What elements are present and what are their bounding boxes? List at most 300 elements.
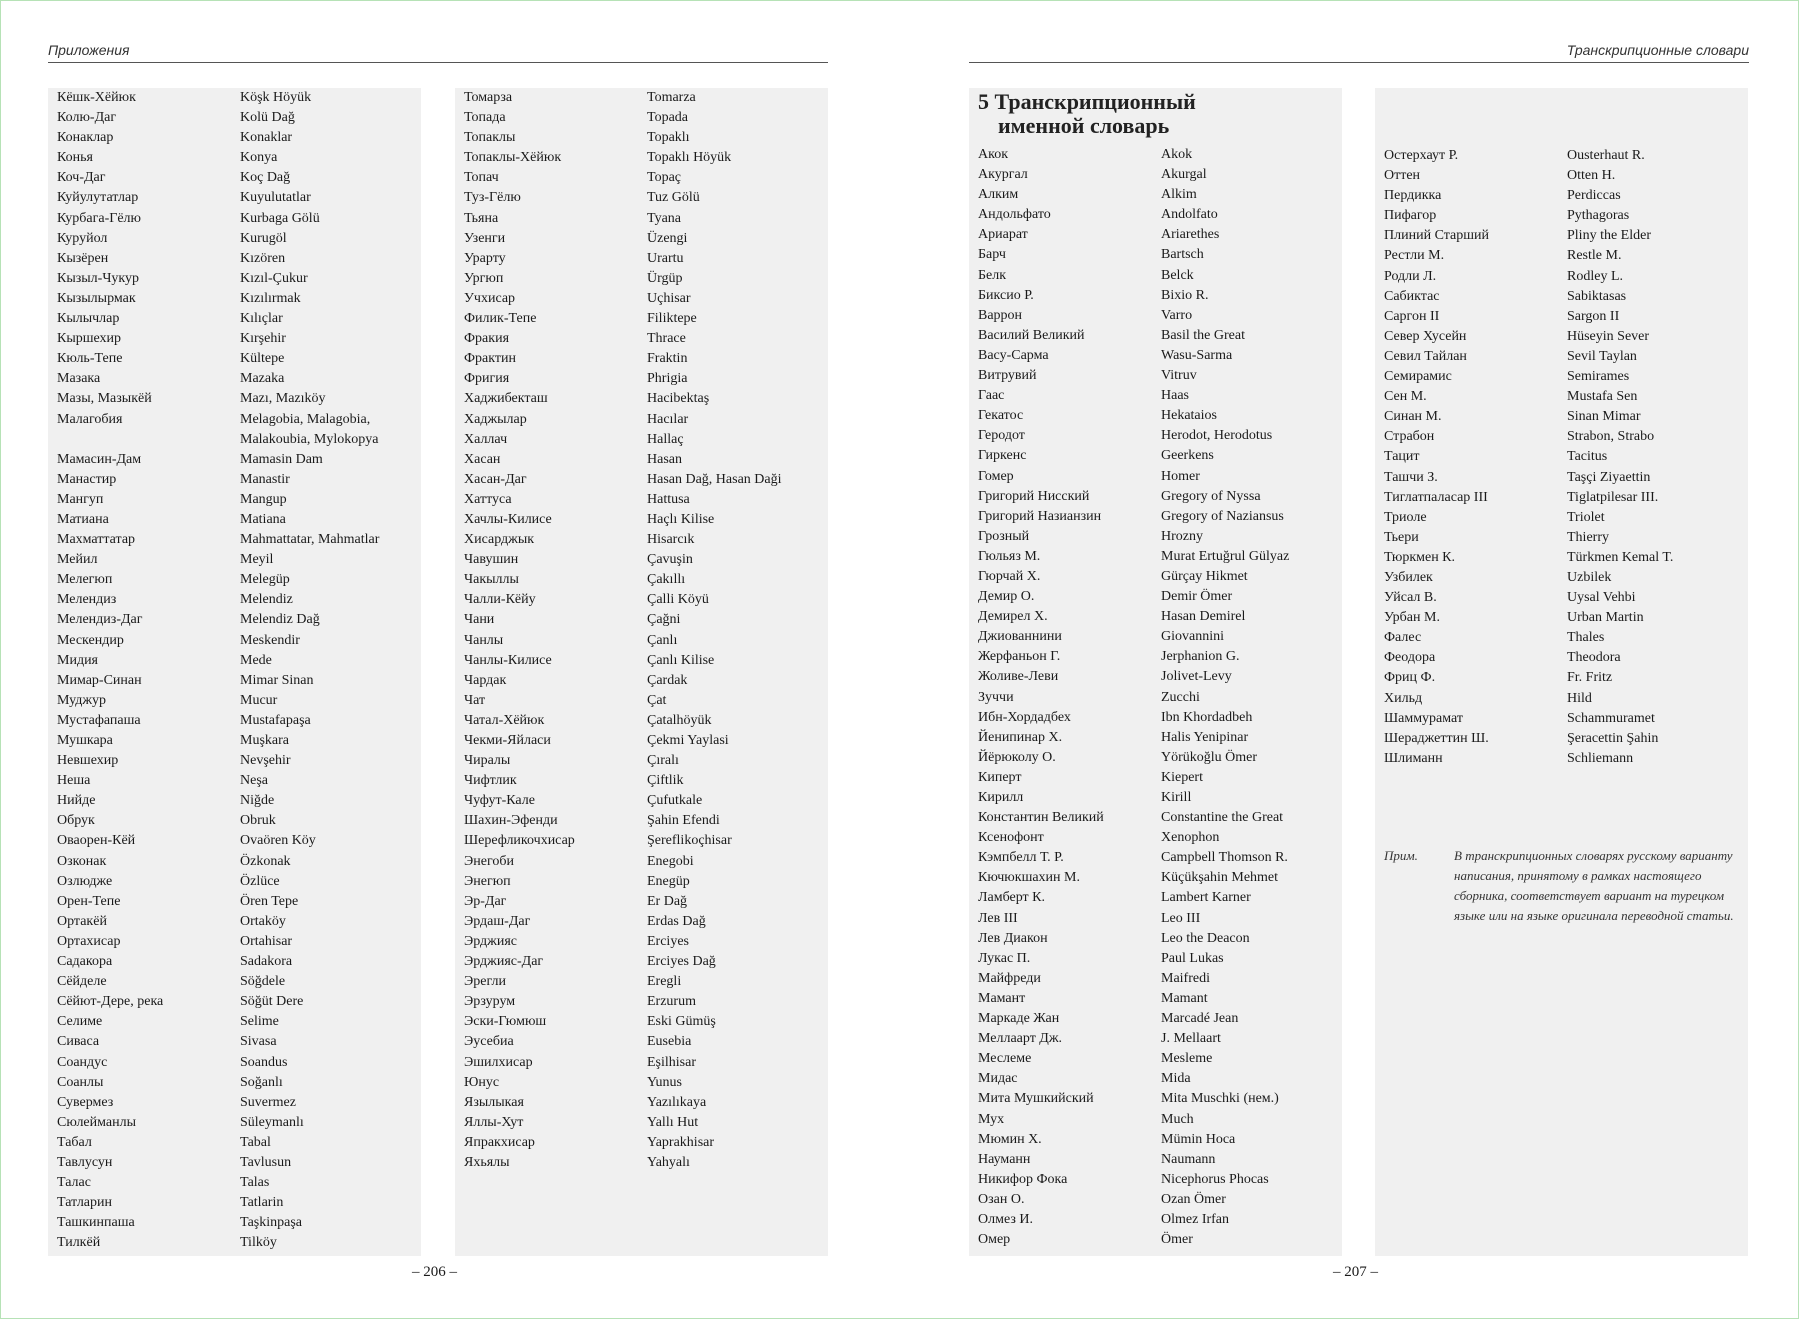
dictionary-entry bbox=[57, 1153, 421, 1173]
dictionary-entry bbox=[1384, 146, 1748, 166]
dictionary-entry bbox=[464, 1032, 828, 1052]
entry-russian: Джиованнини bbox=[978, 629, 1062, 645]
entry-russian: Синан М. bbox=[1384, 409, 1442, 425]
entry-list bbox=[1384, 146, 1748, 769]
entry-original: Erdas Dağ bbox=[647, 913, 706, 929]
entry-russian: Хильд bbox=[1384, 690, 1423, 706]
dictionary-entry bbox=[57, 952, 421, 972]
dictionary-entry bbox=[57, 932, 421, 952]
entry-russian: Витрувий bbox=[978, 368, 1037, 384]
entry-original: Perdiccas bbox=[1567, 188, 1621, 204]
entry-original: Ousterhaut R. bbox=[1567, 148, 1645, 163]
entry-russian: Севил Тайлан bbox=[1384, 348, 1467, 364]
entry-russian: Науманн bbox=[978, 1151, 1031, 1167]
entry-russian: Сюлейманлы bbox=[57, 1114, 137, 1130]
dictionary-entry bbox=[57, 811, 421, 831]
entry-original: Melendiz bbox=[240, 592, 293, 608]
entry-russian: Жоливе-Леви bbox=[978, 669, 1059, 685]
dictionary-entry bbox=[57, 1012, 421, 1032]
dictionary-entry bbox=[57, 1173, 421, 1193]
dictionary-entry bbox=[978, 406, 1342, 426]
dictionary-entry bbox=[57, 570, 421, 590]
dictionary-entry bbox=[464, 610, 828, 630]
entry-russian: Мушкара bbox=[57, 733, 113, 748]
entry-russian: Топаклы bbox=[464, 130, 516, 146]
dictionary-entry bbox=[978, 1130, 1342, 1150]
dictionary-entry bbox=[978, 487, 1342, 507]
header-rule bbox=[48, 62, 828, 63]
entry-russian: Сувермез bbox=[57, 1094, 114, 1110]
entry-original: Mesleme bbox=[1161, 1051, 1213, 1067]
entry-russian: Неша bbox=[57, 773, 91, 789]
dictionary-entry bbox=[57, 188, 421, 208]
dictionary-entry bbox=[464, 309, 828, 329]
entry-russian: Татларин bbox=[57, 1195, 113, 1211]
dictionary-entry bbox=[978, 848, 1342, 868]
entry-russian: Япракхисар bbox=[464, 1134, 535, 1150]
entry-original: Suvermez bbox=[240, 1094, 296, 1110]
entry-original: Yaprakhisar bbox=[647, 1134, 715, 1150]
dictionary-entry bbox=[57, 329, 421, 349]
dictionary-entry bbox=[978, 587, 1342, 607]
entry-russian: Омер bbox=[978, 1232, 1011, 1248]
dictionary-entry bbox=[978, 1190, 1342, 1210]
dictionary-entry bbox=[464, 168, 828, 188]
dictionary-column-4 bbox=[1375, 88, 1748, 1256]
entry-russian: Григорий Нисский bbox=[978, 488, 1090, 504]
entry-russian: Куйулутатлар bbox=[57, 190, 139, 206]
dictionary-entry bbox=[57, 88, 421, 108]
entry-original: Constantine the Great bbox=[1161, 810, 1284, 826]
entry-original: Topada bbox=[647, 110, 689, 126]
dictionary-entry bbox=[57, 831, 421, 851]
entry-russian: Кёшк-Хёйюк bbox=[57, 90, 136, 105]
entry-original: Ortaköy bbox=[240, 913, 286, 929]
entry-original: Özkonak bbox=[240, 853, 291, 869]
entry-original: Kurbaga Gölü bbox=[240, 210, 320, 226]
entry-original: Yahyalı bbox=[647, 1154, 690, 1170]
entry-russian: Хаттуса bbox=[464, 491, 512, 507]
entry-original: Manastir bbox=[240, 471, 290, 487]
entry-russian: Озан О. bbox=[978, 1191, 1025, 1207]
entry-russian: Табал bbox=[57, 1134, 92, 1150]
entry-original: Konya bbox=[240, 150, 278, 166]
dictionary-entry bbox=[464, 289, 828, 309]
entry-original: Çufutkale bbox=[647, 793, 703, 809]
entry-russian: Талас bbox=[57, 1175, 91, 1191]
entry-russian: Тиглатпаласар III bbox=[1384, 489, 1488, 505]
entry-original: Konaklar bbox=[240, 130, 293, 146]
entry-original: Schammuramet bbox=[1567, 710, 1655, 726]
dictionary-entry bbox=[57, 651, 421, 671]
entry-original: Süleymanlı bbox=[240, 1114, 304, 1130]
dictionary-entry bbox=[57, 470, 421, 490]
entry-russian: Тавлусун bbox=[57, 1154, 113, 1170]
dictionary-entry bbox=[1384, 206, 1748, 226]
entry-original: Hallaç bbox=[647, 431, 684, 447]
entry-russian: Акок bbox=[978, 147, 1009, 162]
dictionary-entry bbox=[464, 349, 828, 369]
entry-original: Strabon, Strabo bbox=[1567, 429, 1655, 445]
entry-russian: Ортакёй bbox=[57, 913, 107, 929]
dictionary-entry bbox=[978, 647, 1342, 667]
entry-original: Pliny the Elder bbox=[1567, 228, 1651, 244]
entry-original: Mümin Hoca bbox=[1161, 1131, 1236, 1147]
dictionary-entry bbox=[464, 872, 828, 892]
entry-russian: Лев Диакон bbox=[978, 930, 1048, 946]
dictionary-entry bbox=[978, 888, 1342, 908]
entry-original: Hrozny bbox=[1161, 528, 1203, 544]
dictionary-entry bbox=[978, 245, 1342, 265]
entry-original: Tabal bbox=[240, 1134, 271, 1150]
entry-russian: Ташчи З. bbox=[1384, 469, 1438, 485]
dictionary-entry bbox=[978, 1110, 1342, 1130]
entry-russian: Узенги bbox=[464, 230, 506, 246]
entry-original: Uysal Vehbi bbox=[1567, 590, 1636, 606]
entry-original: Mahmattatar, Mahmatlar bbox=[240, 532, 380, 548]
dictionary-entry bbox=[464, 892, 828, 912]
entry-original: Çağni bbox=[647, 612, 681, 628]
dictionary-entry bbox=[464, 249, 828, 269]
entry-russian: Обрук bbox=[57, 813, 95, 829]
dictionary-entry bbox=[1384, 186, 1748, 206]
entry-russian: Меслеме bbox=[978, 1051, 1032, 1067]
entry-original: Varro bbox=[1161, 307, 1193, 323]
entry-original: Melagobia, Malagobia, Malakoubia, Mylokopya bbox=[240, 411, 379, 447]
dictionary-entry bbox=[464, 972, 828, 992]
dictionary-entry bbox=[57, 1193, 421, 1213]
entry-original: Tyana bbox=[647, 210, 682, 226]
entry-russian: Геродот bbox=[978, 428, 1025, 444]
entry-russian: Страбон bbox=[1384, 429, 1435, 445]
entry-russian: Эрджияс-Даг bbox=[464, 954, 544, 970]
dictionary-entry bbox=[464, 831, 828, 851]
entry-russian: Эрегли bbox=[464, 974, 506, 990]
entry-original: Olmez Irfan bbox=[1161, 1211, 1230, 1227]
entry-russian: Урарту bbox=[464, 250, 506, 266]
entry-list bbox=[57, 88, 421, 1253]
entry-russian: Хисарджык bbox=[464, 532, 535, 548]
dictionary-entry bbox=[57, 309, 421, 329]
section-title bbox=[978, 88, 1342, 138]
entry-russian: Кызылырмак bbox=[57, 290, 136, 306]
entry-original: Mazaka bbox=[240, 371, 285, 387]
dictionary-entry bbox=[464, 188, 828, 208]
entry-russian: Муджур bbox=[57, 692, 107, 708]
entry-russian: Фракия bbox=[464, 331, 510, 347]
entry-russian: Йёрюколу О. bbox=[978, 749, 1056, 765]
entry-russian: Хаджибекташ bbox=[464, 391, 548, 407]
entry-original: Kızören bbox=[240, 250, 286, 266]
dictionary-entry bbox=[464, 590, 828, 610]
entry-russian: Мидас bbox=[978, 1071, 1018, 1087]
entry-original: Mamasin Dam bbox=[240, 451, 323, 467]
entry-original: Akok bbox=[1161, 147, 1193, 162]
entry-russian: Мидия bbox=[57, 652, 98, 668]
entry-original: Topaklı bbox=[647, 130, 690, 146]
dictionary-entry bbox=[464, 1053, 828, 1073]
dictionary-entry bbox=[464, 450, 828, 470]
entry-russian: Акургал bbox=[978, 167, 1028, 183]
dictionary-entry bbox=[1384, 749, 1748, 769]
entry-russian: Родли Л. bbox=[1384, 268, 1437, 284]
entry-russian: Лукас П. bbox=[978, 950, 1031, 966]
entry-russian: Мескендир bbox=[57, 632, 124, 648]
entry-original: Hekataios bbox=[1161, 408, 1217, 424]
entry-original: Şereflikoçhisar bbox=[647, 833, 732, 849]
entry-russian: Чатал-Хёйюк bbox=[464, 712, 545, 728]
entry-original: Homer bbox=[1161, 468, 1200, 484]
entry-russian: Оттен bbox=[1384, 168, 1421, 184]
entry-original: Kırşehir bbox=[240, 331, 286, 347]
dictionary-entry bbox=[464, 711, 828, 731]
entry-original: Demir Ömer bbox=[1161, 589, 1233, 605]
dictionary-entry bbox=[464, 108, 828, 128]
entry-russian: Кылычлар bbox=[57, 311, 120, 327]
entry-original: Eşilhisar bbox=[647, 1054, 696, 1070]
dictionary-entry bbox=[57, 450, 421, 470]
entry-russian: Хасан bbox=[464, 451, 501, 467]
entry-russian: Эр-Даг bbox=[464, 893, 507, 909]
dictionary-entry bbox=[57, 128, 421, 148]
dictionary-entry bbox=[464, 751, 828, 771]
entry-russian: Юнус bbox=[464, 1074, 500, 1090]
entry-original: Muşkara bbox=[240, 733, 289, 748]
entry-russian: Зуччи bbox=[978, 689, 1014, 705]
entry-russian: Мелендиз-Даг bbox=[57, 612, 143, 628]
entry-russian: Майфреди bbox=[978, 970, 1041, 986]
entry-original: Basil the Great bbox=[1161, 327, 1245, 343]
entry-original: Çat bbox=[647, 692, 667, 708]
entry-russian: Лев III bbox=[978, 910, 1018, 926]
entry-russian: Чани bbox=[464, 612, 495, 628]
entry-russian: Манастир bbox=[57, 471, 117, 487]
entry-original: Enegüp bbox=[647, 873, 690, 889]
dictionary-column-3 bbox=[969, 88, 1342, 1256]
entry-russian: Мамасин-Дам bbox=[57, 451, 142, 467]
dictionary-entry bbox=[1384, 528, 1748, 548]
entry-russian: Кючюкшахин М. bbox=[978, 870, 1080, 886]
entry-russian: Хачлы-Килисе bbox=[464, 511, 552, 527]
dictionary-entry bbox=[978, 547, 1342, 567]
entry-original: Özlüce bbox=[240, 873, 280, 889]
entry-original: Nevşehir bbox=[240, 753, 291, 769]
entry-russian: Филик-Тепе bbox=[464, 311, 537, 327]
entry-russian: Оваорен-Кёй bbox=[57, 833, 136, 849]
entry-russian: Фалес bbox=[1384, 630, 1422, 646]
entry-russian: Соандус bbox=[57, 1054, 108, 1070]
entry-russian: Топада bbox=[464, 110, 506, 126]
dictionary-entry bbox=[57, 249, 421, 269]
entry-original: Hüseyin Sever bbox=[1567, 328, 1650, 344]
entry-original: Halis Yenipinar bbox=[1161, 729, 1249, 745]
entry-russian: Кэмпбелл Т. Р. bbox=[978, 850, 1064, 866]
left-page bbox=[0, 0, 899, 1319]
dictionary-entry bbox=[978, 1049, 1342, 1069]
dictionary-entry bbox=[57, 1093, 421, 1113]
dictionary-entry bbox=[464, 811, 828, 831]
dictionary-entry bbox=[464, 269, 828, 289]
entry-russian: Тьери bbox=[1384, 529, 1419, 545]
dictionary-entry bbox=[464, 932, 828, 952]
entry-list bbox=[464, 88, 828, 1173]
dictionary-entry bbox=[1384, 508, 1748, 528]
dictionary-entry bbox=[57, 410, 421, 450]
dictionary-entry bbox=[978, 627, 1342, 647]
dictionary-entry bbox=[978, 426, 1342, 446]
entry-original: Mida bbox=[1161, 1071, 1191, 1087]
entry-russian: Язылыкая bbox=[464, 1094, 524, 1110]
entry-original: Murat Ertuğrul Gülyaz bbox=[1161, 548, 1290, 564]
entry-russian: Эрзурум bbox=[464, 994, 516, 1010]
dictionary-entry bbox=[978, 1089, 1342, 1109]
entry-original: Tomarza bbox=[647, 90, 696, 105]
entry-original: Otten H. bbox=[1567, 168, 1616, 184]
dictionary-entry bbox=[464, 671, 828, 691]
entry-russian: Чалли-Кёйу bbox=[464, 592, 536, 608]
entry-original: Tuz Gölü bbox=[647, 190, 700, 206]
entry-russian: Мангуп bbox=[57, 491, 104, 507]
entry-russian: Гомер bbox=[978, 468, 1014, 484]
entry-original: Erciyes bbox=[647, 933, 689, 949]
dictionary-entry bbox=[978, 225, 1342, 245]
dictionary-entry bbox=[978, 306, 1342, 326]
page-number: – 207 – bbox=[1333, 1264, 1378, 1280]
entry-original: Campbell Thomson R. bbox=[1161, 850, 1288, 866]
entry-original: Herodot, Herodotus bbox=[1161, 428, 1273, 444]
dictionary-entry bbox=[464, 229, 828, 249]
dictionary-entry bbox=[1384, 427, 1748, 447]
entry-original: Mimar Sinan bbox=[240, 672, 314, 688]
entry-original: Köşk Höyük bbox=[240, 90, 312, 105]
entry-russian: Невшехир bbox=[57, 753, 119, 769]
entry-russian: Барч bbox=[978, 247, 1006, 263]
entry-original: Mucur bbox=[240, 692, 278, 708]
entry-original: Taşçi Ziyaettin bbox=[1567, 469, 1651, 485]
dictionary-entry bbox=[978, 386, 1342, 406]
entry-russian: Учхисар bbox=[464, 290, 516, 306]
entry-russian: Григорий Назианзин bbox=[978, 508, 1102, 524]
entry-original: Tilköy bbox=[240, 1235, 277, 1251]
dictionary-entry bbox=[464, 490, 828, 510]
entry-russian: Демир О. bbox=[978, 589, 1035, 605]
dictionary-entry bbox=[464, 1073, 828, 1093]
dictionary-entry bbox=[978, 949, 1342, 969]
dictionary-entry bbox=[978, 1009, 1342, 1029]
dictionary-entry bbox=[464, 430, 828, 450]
entry-russian: Чекми-Яйласи bbox=[464, 733, 551, 748]
dictionary-entry bbox=[1384, 287, 1748, 307]
entry-russian: Мита Мушкийский bbox=[978, 1091, 1094, 1107]
dictionary-entry bbox=[978, 1210, 1342, 1230]
entry-russian: Ибн-Хордадбех bbox=[978, 709, 1071, 725]
dictionary-entry bbox=[57, 671, 421, 691]
dictionary-entry bbox=[1384, 548, 1748, 568]
entry-original: Türkmen Kemal T. bbox=[1567, 549, 1674, 565]
entry-russian: Хасан-Даг bbox=[464, 471, 527, 487]
dictionary-entry bbox=[57, 972, 421, 992]
entry-original: Kızılırmak bbox=[240, 290, 301, 306]
dictionary-entry bbox=[1384, 588, 1748, 608]
entry-russian: Сабиктас bbox=[1384, 288, 1440, 304]
dictionary-entry bbox=[1384, 407, 1748, 427]
entry-original: Kirill bbox=[1161, 790, 1192, 805]
dictionary-entry bbox=[978, 286, 1342, 306]
dictionary-entry bbox=[1384, 367, 1748, 387]
entry-original: Erciyes Dağ bbox=[647, 954, 716, 970]
entry-russian: Пердикка bbox=[1384, 188, 1442, 204]
entry-original: Tacitus bbox=[1567, 449, 1608, 465]
entry-russian: Тилкёй bbox=[57, 1235, 101, 1251]
dictionary-entry bbox=[57, 229, 421, 249]
entry-original: Topaç bbox=[647, 170, 682, 186]
dictionary-entry bbox=[57, 892, 421, 912]
entry-original: Uçhisar bbox=[647, 290, 691, 306]
dictionary-entry bbox=[57, 108, 421, 128]
dictionary-entry bbox=[464, 148, 828, 168]
entry-original: Çavuşin bbox=[647, 552, 693, 568]
entry-original: Mangup bbox=[240, 491, 287, 507]
dictionary-entry bbox=[978, 165, 1342, 185]
entry-original: Ören Tepe bbox=[240, 893, 299, 909]
entry-russian: Коч-Даг bbox=[57, 170, 106, 186]
entry-russian: Чардак bbox=[464, 672, 507, 688]
dictionary-entry bbox=[464, 570, 828, 590]
entry-russian: Биксио Р. bbox=[978, 287, 1034, 303]
entry-russian: Василий Великий bbox=[978, 327, 1085, 343]
entry-russian: Садакора bbox=[57, 954, 113, 970]
entry-original: Çalli Köyü bbox=[647, 592, 709, 608]
dictionary-entry bbox=[978, 1230, 1342, 1250]
dictionary-entry bbox=[464, 912, 828, 932]
entry-russian: Чат bbox=[464, 692, 486, 708]
entry-russian: Север Хусейн bbox=[1384, 328, 1467, 344]
dictionary-entry bbox=[1384, 709, 1748, 729]
entry-original: Mede bbox=[240, 652, 272, 668]
entry-russian: Тьяна bbox=[464, 210, 499, 226]
entry-original: Enegobi bbox=[647, 853, 694, 869]
entry-russian: Эрдаш-Даг bbox=[464, 913, 531, 929]
entry-russian: Сёйделе bbox=[57, 974, 107, 990]
footnote-label: Прим. bbox=[1384, 848, 1418, 863]
dictionary-entry bbox=[978, 989, 1342, 1009]
entry-original: Hasan Dağ, Hasan Daği bbox=[647, 471, 782, 487]
entry-original: Giovannini bbox=[1161, 629, 1224, 645]
entry-original: Şahin Efendi bbox=[647, 813, 720, 829]
dictionary-entry bbox=[464, 631, 828, 651]
entry-russian: Мазака bbox=[57, 371, 101, 387]
dictionary-entry bbox=[978, 446, 1342, 466]
entry-russian: Шаммурамат bbox=[1384, 710, 1464, 726]
entry-original: Meskendir bbox=[240, 632, 300, 648]
dictionary-entry bbox=[57, 530, 421, 550]
entry-original: Rodley L. bbox=[1567, 268, 1623, 284]
entry-original: Mita Muschki (нем.) bbox=[1161, 1091, 1279, 1107]
entry-russian: Яллы-Хут bbox=[464, 1114, 524, 1130]
entry-russian: Кыршехир bbox=[57, 331, 122, 347]
entry-russian: Белк bbox=[978, 267, 1007, 283]
dictionary-entry bbox=[57, 731, 421, 751]
dictionary-entry bbox=[464, 209, 828, 229]
section-title-line-1: 5 Транскрипционный bbox=[978, 89, 1196, 114]
entry-original: Urartu bbox=[647, 250, 684, 266]
entry-russian: Топаклы-Хёйюк bbox=[464, 150, 562, 166]
entry-original: Ovaören Köy bbox=[240, 833, 316, 849]
entry-russian: Мазы, Мазыкёй bbox=[57, 391, 152, 407]
dictionary-entry bbox=[464, 470, 828, 490]
entry-original: Vitruv bbox=[1161, 368, 1197, 384]
entry-original: Eregli bbox=[647, 974, 682, 990]
